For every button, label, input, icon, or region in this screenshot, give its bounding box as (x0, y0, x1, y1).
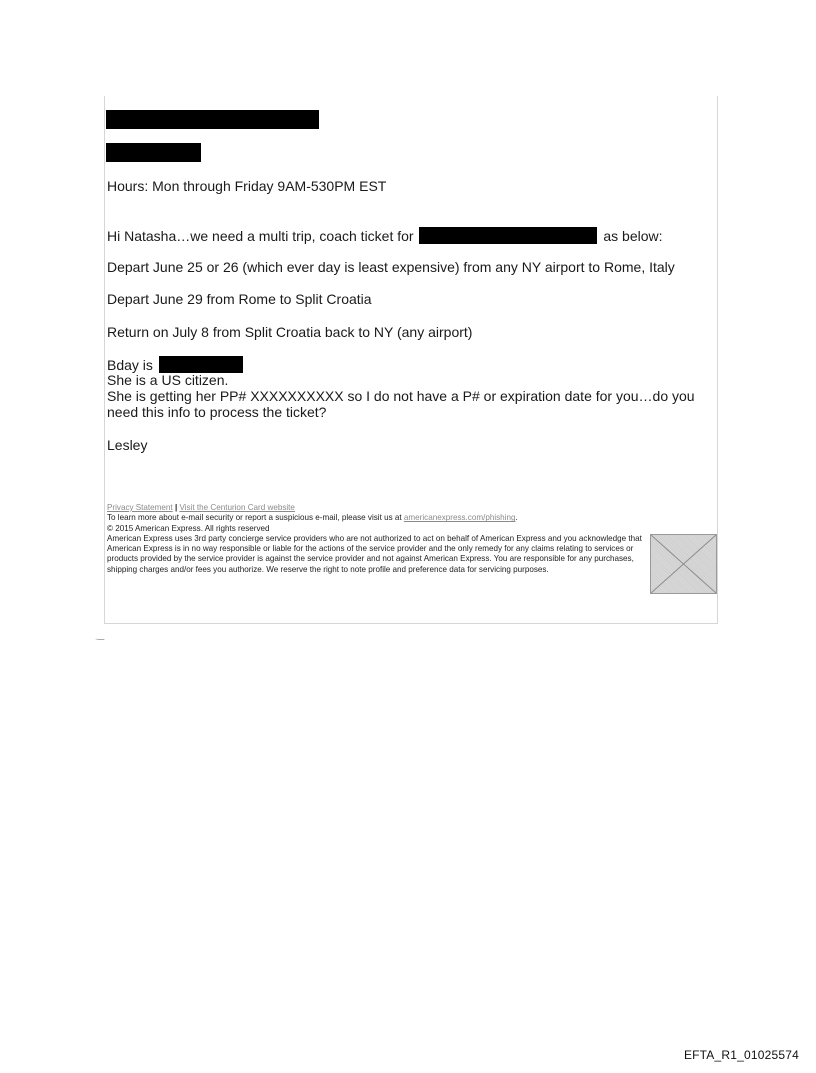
security-text: To learn more about e-mail security or report a suspicious e-mail, please visit us at (107, 513, 402, 523)
redaction-block-title (106, 143, 201, 162)
bday-label: Bday is (107, 357, 153, 373)
depart-line-2: Depart June 29 from Rome to Split Croatia (107, 291, 372, 307)
broken-image-icon (651, 535, 716, 593)
footer-separator: | (174, 503, 178, 512)
return-line: Return on July 8 from Split Croatia back to NY (any airport) (107, 324, 473, 340)
disclaimer-text: American Express uses 3rd party concierge service providers who are not authorized to act on behalf of American Express and you acknowledge that American Express is in no way responsible or liable for the actions of the service provider and the only remedy for any claims relating to services or products provided by the service provider is against the service provider and not against American Express. You are responsible for any purchases, shipping charges and/or fees you authorize. We reserve the right to note profile and preference data for servicing purposes. (107, 533, 642, 574)
broken-image-placeholder (650, 534, 717, 594)
hours-line: Hours: Mon through Friday 9AM-530PM EST (107, 178, 387, 194)
greeting-text-after: as below: (603, 228, 663, 244)
phishing-link[interactable]: americanexpress.com/phishing (403, 513, 516, 523)
email-footer (107, 503, 647, 575)
depart-line-1: Depart June 25 or 26 (which ever day is least expensive) from any NY airport to Rome, Italy (107, 259, 675, 275)
signature: Lesley (107, 437, 148, 453)
bday-line (107, 356, 243, 373)
security-end: . (515, 513, 518, 523)
small-mark: ·— (95, 636, 105, 643)
passport-paragraph: She is getting her PP# XXXXXXXXXX so I do not have a P# or expiration date for you…do you need this info to process the ticket? (107, 388, 695, 420)
security-notice (107, 513, 647, 523)
redaction-block-traveler (419, 227, 597, 244)
footer-links (107, 503, 647, 513)
redaction-block-bday (159, 356, 243, 373)
document-id: EFTA_R1_01025574 (683, 1048, 799, 1062)
privacy-statement-link[interactable]: Privacy Statement (107, 503, 173, 512)
copyright-text: © 2015 American Express. All rights reserved (107, 523, 270, 533)
greeting-text-before: Hi Natasha…we need a multi trip, coach ticket for (107, 228, 414, 244)
greeting-line (107, 227, 663, 244)
centurion-card-link[interactable]: Visit the Centurion Card website (179, 503, 295, 512)
redaction-block-name (106, 110, 319, 129)
citizen-line: She is a US citizen. (107, 372, 229, 388)
